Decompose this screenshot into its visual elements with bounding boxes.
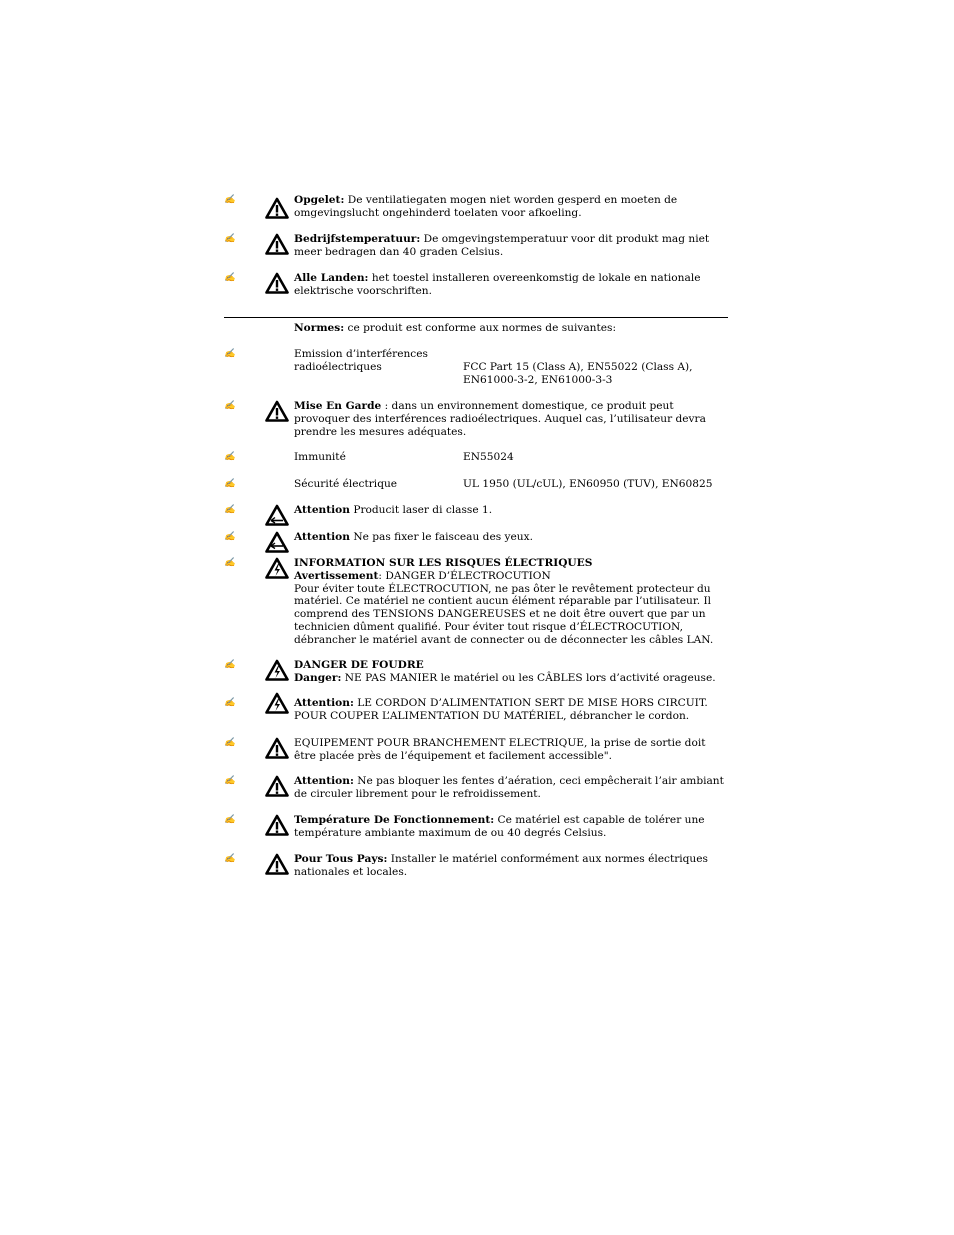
hand-pen-marker-icon: ✍ <box>224 452 235 462</box>
warning-triangle-icon <box>265 737 289 759</box>
hand-pen-marker-icon: ✍ <box>224 479 235 489</box>
hand-pen-marker-icon: ✍ <box>224 195 235 205</box>
hand-pen-marker-icon: ✍ <box>224 854 235 864</box>
warning-triangle-icon <box>265 197 289 219</box>
hand-pen-marker-icon: ✍ <box>224 349 235 359</box>
immunite-label: Immunité <box>294 451 346 463</box>
securite-value: UL 1950 (UL/cUL), EN60950 (TUV), EN60825 <box>463 478 713 490</box>
warning-triangle-icon <box>265 814 289 836</box>
hand-pen-marker-icon: ✍ <box>224 234 235 244</box>
hand-pen-marker-icon: ✍ <box>224 738 235 748</box>
warning-triangle-icon <box>265 853 289 875</box>
emission-label: Emission d’interférences <box>294 348 428 360</box>
warning-triangle-icon <box>265 233 289 255</box>
hand-pen-marker-icon: ✍ <box>224 401 235 411</box>
high-voltage-icon <box>265 557 289 579</box>
section-divider <box>224 317 728 318</box>
laser-warning-icon <box>265 504 289 526</box>
hand-pen-marker-icon: ✍ <box>224 776 235 786</box>
warning-triangle-icon <box>265 775 289 797</box>
hand-pen-marker-icon: ✍ <box>224 558 235 568</box>
risques-title: INFORMATION SUR LES RISQUES ÉLECTRIQUES <box>294 557 593 569</box>
hand-pen-marker-icon: ✍ <box>224 273 235 283</box>
hand-pen-marker-icon: ✍ <box>224 505 235 515</box>
warning-triangle-icon <box>265 272 289 294</box>
hand-pen-marker-icon: ✍ <box>224 660 235 670</box>
securite-label: Sécurité électrique <box>294 478 398 490</box>
risques-body: Pour éviter toute ÉLECTROCUTION, ne pas ôter le revêtement protecteur du matériel. Ce matériel ne contient aucun élément réparable par l’utilisateur. Il comprend des TENSIONS DANGEREUSES et ne doit être ouvert que par un technicien dûment qualifié. Pour éviter tout risque d’ÉLECTROCUTION, débrancher le matériel avant de connecter ou de déconnecter les câbles LAN. <box>294 582 714 646</box>
laser-warning-icon <box>265 531 289 553</box>
hand-pen-marker-icon: ✍ <box>224 532 235 542</box>
high-voltage-icon <box>265 659 289 681</box>
hand-pen-marker-icon: ✍ <box>224 815 235 825</box>
high-voltage-icon <box>265 692 289 714</box>
emission-value: FCC Part 15 (Class A), EN55022 (Class A), <box>463 361 693 373</box>
immunite-value: EN55024 <box>463 451 514 463</box>
hand-pen-marker-icon: ✍ <box>224 698 235 708</box>
warning-triangle-icon <box>265 400 289 422</box>
